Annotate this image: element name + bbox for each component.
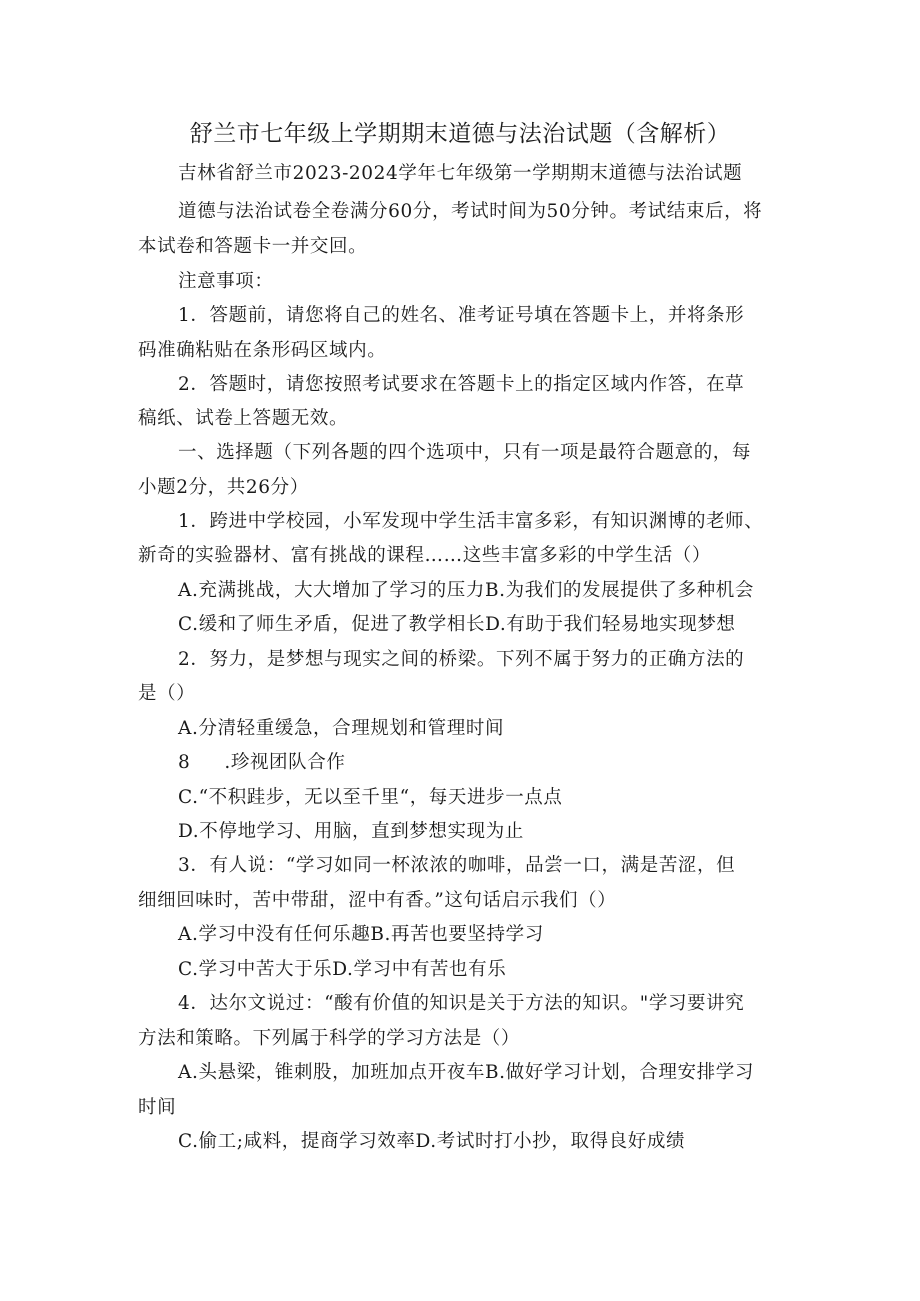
- question-3-options-cd: C.学习中苦大于乐D.学习中有苦也有乐: [178, 959, 507, 980]
- question-4-options-ab-line-1: A.头悬梁，锥刺股，加班加点开夜车B.做好学习计划，合理安排学习: [178, 1062, 754, 1083]
- notice-heading: 注意事项：: [178, 271, 274, 292]
- question-2-option-c: C.“不积跬步，无以至千里“，每天进步一点点: [178, 787, 563, 808]
- intro-line-2: 本试卷和答题卡一并交回。: [138, 236, 368, 257]
- question-2-option-a: A.分清轻重缓急，合理规划和管理时间: [178, 718, 505, 739]
- question-2-option-b-text: .珍视团队合作: [224, 752, 346, 773]
- question-1-options-ab: A.充满挑战，大大增加了学习的压力B.为我们的发展提供了多种机会: [178, 580, 754, 601]
- question-4-line-1: 4．达尔文说过：“酸有价值的知识是关于方法的知识。"学习要讲究: [178, 993, 745, 1014]
- question-2-line-1: 2．努力，是梦想与现实之间的桥梁。下列不属于努力的正确方法的: [178, 649, 745, 670]
- question-1-options-cd: C.缓和了师生矛盾，促进了教学相长D.有助于我们轻易地实现梦想: [178, 614, 736, 635]
- section-1-line-1: 一、选择题（下列各题的四个选项中，只有一项是最符合题意的，每: [178, 442, 752, 463]
- question-1-line-1: 1．跨进中学校园，小军发现中学生活丰富多彩，有知识渊博的老师、: [178, 511, 764, 532]
- question-4-line-2: 方法和策略。下列属于科学的学习方法是（）: [138, 1028, 521, 1049]
- question-3-line-2: 细细回味时，苦中带甜，涩中有香。”这句话启示我们（）: [138, 890, 617, 911]
- question-2-option-d: D.不停地学习、用脑，直到梦想实现为止: [178, 821, 524, 842]
- question-2-option-b-number: 8: [178, 752, 191, 773]
- notice-1-line-1: 1．答题前，请您将自己的姓名、准考证号填在答题卡上，并将条形: [178, 305, 745, 326]
- question-4-options-cd: C.偷工;咸料，提商学习效率D.考试时打小抄，取得良好成绩: [178, 1131, 686, 1152]
- section-1-line-2: 小题2分，共26分）: [138, 477, 309, 498]
- question-2-option-b: [178, 751, 345, 775]
- question-1-line-2: 新奇的实验器材、富有挑战的课程……这些丰富多彩的中学生活（）: [138, 545, 712, 566]
- document-title: 舒兰市七年级上学期期末道德与法治试题（含解析）: [189, 121, 731, 147]
- intro-line-1: 道德与法治试卷全卷满分60分，考试时间为50分钟。考试结束后，将: [178, 201, 763, 222]
- question-3-options-ab: A.学习中没有任何乐趣B.再苦也要坚持学习: [178, 924, 544, 945]
- question-4-options-ab-line-2: 时间: [138, 1097, 177, 1118]
- notice-2-line-1: 2．答题时，请您按照考试要求在答题卡上的指定区域内作答，在草: [178, 374, 745, 395]
- notice-1-line-2: 码准确粘贴在条形码区域内。: [138, 340, 387, 361]
- notice-2-line-2: 稿纸、试卷上答题无效。: [138, 408, 349, 429]
- question-3-line-1: 3．有人说：“学习如同一杯浓浓的咖啡，品尝一口，满是苦涩，但: [178, 855, 736, 876]
- question-2-line-2: 是（）: [138, 683, 196, 704]
- document-subtitle: 吉林省舒兰市2023-2024学年七年级第一学期期末道德与法治试题: [178, 163, 743, 184]
